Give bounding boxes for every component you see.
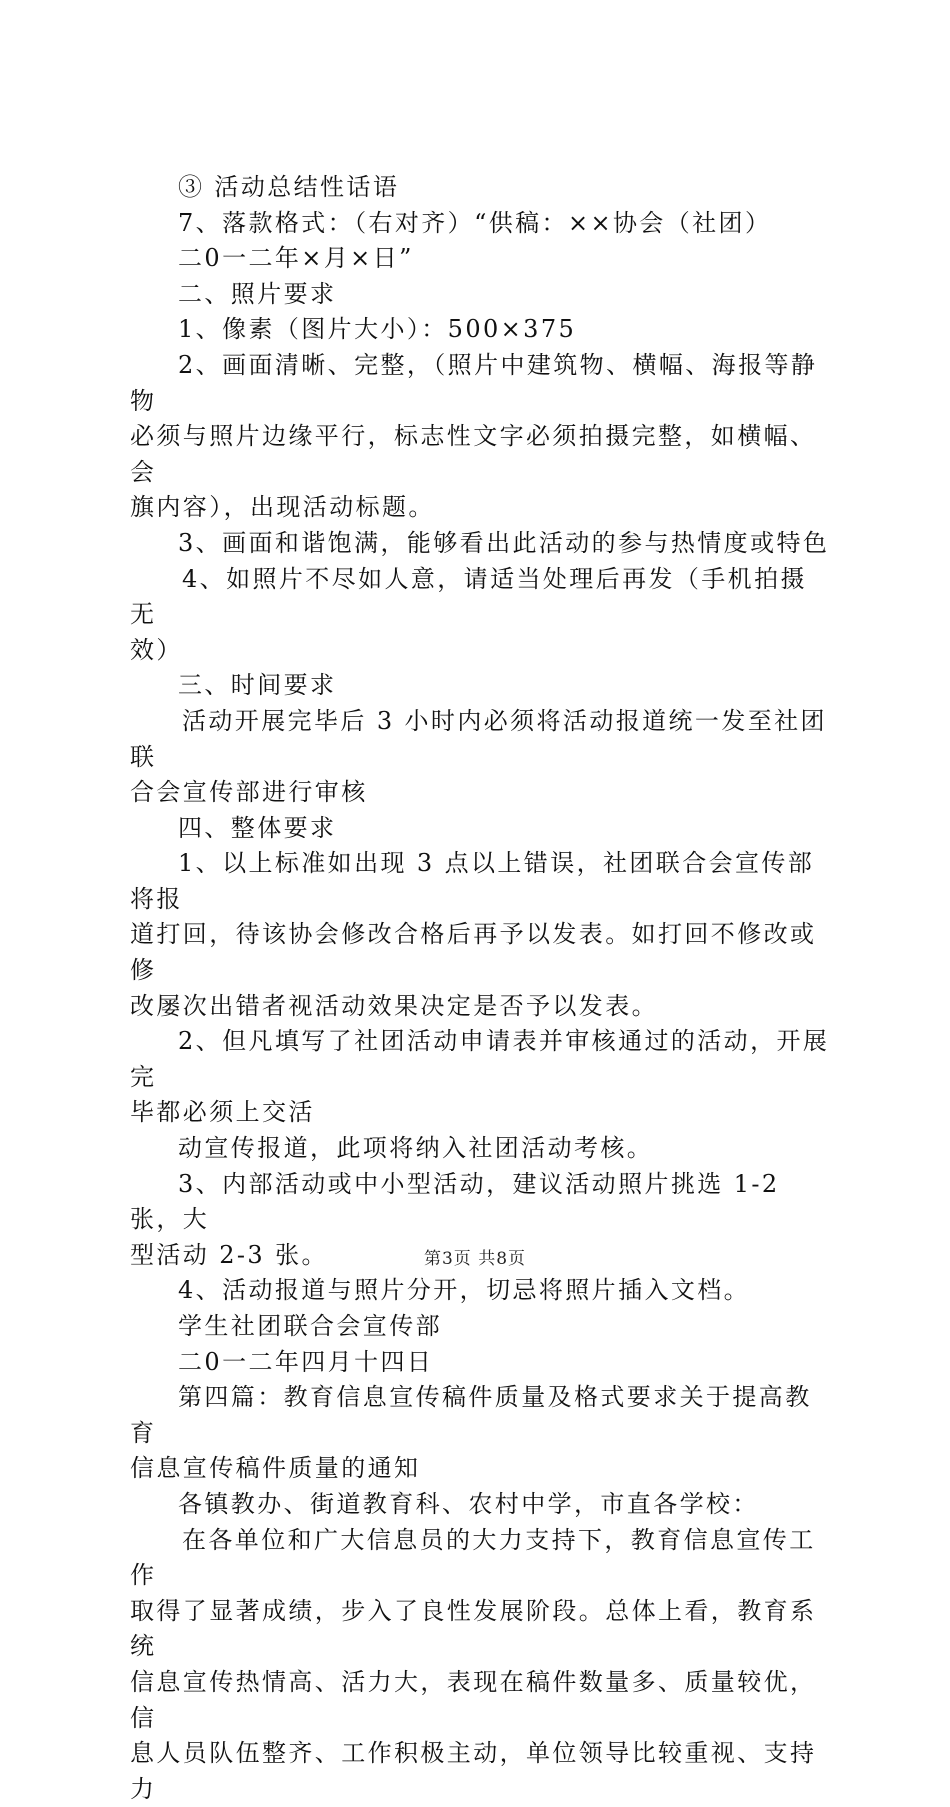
text-line: 7、落款格式：（右对齐）“供稿：××协会（社团）	[178, 208, 772, 237]
text-line: 3、画面和谐饱满，能够看出此活动的参与热情度或特色	[178, 528, 830, 557]
text-line: 息人员队伍整齐、工作积极主动，单位领导比较重视、支持力	[130, 1739, 817, 1803]
section-heading: 二、照片要求	[178, 279, 337, 308]
text-line: 二0一二年×月×日”	[178, 244, 414, 273]
text-line: 道打回，待该协会修改合格后再予以发表。如打回不修改或修	[130, 920, 817, 985]
text-line: 在各单位和广大信息员的大力支持下，教育信息宣传工作	[130, 1525, 816, 1590]
document-body	[130, 170, 830, 1807]
text-line: 1、以上标准如出现 3 点以上错误，社团联合会宣传部将报	[130, 849, 815, 913]
section-heading: 四、整体要求	[178, 813, 337, 842]
signature-line: 学生社团联合会宣传部	[178, 1312, 442, 1340]
text-line: 取得了显著成绩，步入了良性发展阶段。总体上看，教育系统	[130, 1596, 817, 1661]
text-line: 效）	[130, 635, 183, 664]
text-line: 合会宣传部进行审核	[130, 778, 368, 807]
text-line: 4、如照片不尽如人意，请适当处理后再发（手机拍摄无	[130, 564, 807, 629]
section-heading: 三、时间要求	[178, 671, 337, 700]
text-line: 2、画面清晰、完整，（照片中建筑物、横幅、海报等静物	[130, 350, 818, 415]
date-line: 二0一二年四月十四日	[178, 1347, 434, 1376]
text-line: 毕都必须上交活	[130, 1098, 315, 1127]
text-line: 动宣传报道，此项将纳入社团活动考核。	[178, 1134, 654, 1163]
text-line: 1、像素（图片大小）：500×375	[178, 315, 577, 344]
text-line: 2、但凡填写了社团活动申请表并审核通过的活动，开展完	[130, 1027, 830, 1091]
text-line: 改屡次出错者视活动效果决定是否予以发表。	[130, 991, 658, 1020]
text-line: 旗内容），出现活动标题。	[130, 493, 435, 522]
text-line: 3、内部活动或中小型活动，建议活动照片挑选 1-2 张，大	[130, 1169, 780, 1234]
chapter-title: 第四篇：教育信息宣传稿件质量及格式要求关于提高教育	[130, 1383, 812, 1447]
text-line: 4、活动报道与照片分开，切忌将照片插入文档。	[178, 1276, 751, 1305]
chapter-title: 信息宣传稿件质量的通知	[130, 1454, 421, 1483]
text-line: ③ 活动总结性话语	[178, 173, 400, 201]
text-line: 信息宣传热情高、活力大，表现在稿件数量多、质量较优，信	[130, 1667, 817, 1732]
page-number-footer: 第3页 共8页	[423, 1249, 527, 1269]
text-line: 各镇教办、街道教育科、农村中学，市直各学校：	[178, 1489, 759, 1518]
text-line: 活动开展完毕后 3 小时内必须将活动报道统一发至社团联	[130, 706, 827, 771]
text-line: 型活动 2-3 张。	[130, 1240, 328, 1269]
text-line: 必须与照片边缘平行，标志性文字必须拍摄完整，如横幅、会	[130, 422, 817, 486]
